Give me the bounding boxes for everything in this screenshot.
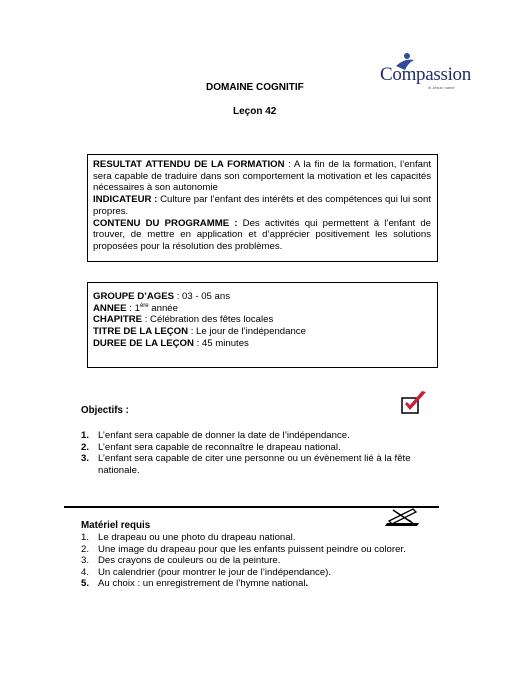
resultat-label: RESULTAT ATTENDU DE LA FORMATION [93, 159, 285, 170]
item-text: Au choix : un enregistrement de l’hymne national [98, 578, 306, 590]
item-number: 2. [81, 543, 90, 555]
item-number: 3. [81, 453, 90, 465]
list-item [81, 453, 441, 476]
objectifs-title: Objectifs : [81, 405, 129, 416]
lesson-info-box [87, 282, 438, 368]
item-number: 4. [81, 566, 90, 578]
duree-text: : 45 minutes [193, 337, 249, 349]
resultat-paragraph [93, 159, 431, 194]
chapitre-text: : Célébration des fêtes locales [142, 314, 274, 326]
formation-box [87, 154, 438, 262]
objectifs-list [81, 430, 441, 476]
contenu-label: CONTENU DU PROGRAMME : [93, 217, 238, 229]
resultat-text: : A la fin de la formation, l’enfant sera capable de traduire dans son comportement la motivation et les capacités nécessaires à son autonomie [93, 159, 431, 194]
item-number: 3. [81, 555, 90, 567]
groupe-label: GROUPE D’AGES [93, 291, 175, 302]
titre-text: : Le jour de l’indépendance [188, 326, 306, 338]
item-number: 1. [81, 532, 90, 543]
groupe-text: : 03 - 05 ans [174, 291, 231, 302]
list-item [81, 430, 441, 442]
duree-label: DUREE DE LA LEÇON [93, 337, 194, 349]
chapitre-line [93, 314, 431, 326]
list-item [81, 578, 441, 590]
chapitre-label: CHAPITRE [93, 314, 143, 326]
item-text: L’enfant sera capable de reconnaître le drapeau national. [98, 441, 341, 453]
annee-num: : 1 [126, 302, 140, 314]
groupe-line [93, 291, 431, 303]
checkbox-checked-icon [400, 390, 430, 416]
annee-label: ANNEE [93, 302, 127, 314]
item-text: L’enfant sera capable de donner la date de l’indépendance. [98, 430, 350, 441]
contenu-text: Des activités qui permettent à l’enfant de trouver, de mettre en application et d’apprécier positivement les solutions proposées pour la résolution des problèmes. [93, 217, 431, 252]
materiel-list [81, 532, 441, 590]
pencil-ruler-icon [383, 506, 423, 530]
list-item [81, 544, 441, 556]
item-end-mark: . [305, 578, 309, 590]
annee-sup: ère [139, 302, 149, 309]
indicateur-paragraph [93, 194, 431, 217]
item-number: 2. [81, 441, 90, 453]
contenu-paragraph [93, 218, 431, 253]
titre-label: TITRE DE LA LEÇON [93, 326, 189, 338]
annee-text: année [148, 302, 178, 314]
list-item [81, 567, 441, 579]
list-item [81, 555, 441, 567]
list-item [81, 442, 441, 454]
logo-tagline: in Jesus' name [428, 85, 455, 90]
compassion-logo [380, 52, 476, 92]
duree-line [93, 338, 431, 350]
list-item [81, 532, 441, 544]
domain-title: DOMAINE COGNITIF [206, 82, 304, 93]
item-number: 5. [81, 578, 90, 590]
item-text: Une image du drapeau pour que les enfants puissent peindre ou colorer. [98, 543, 406, 555]
titre-line [93, 326, 431, 338]
item-text: Le drapeau ou une photo du drapeau national. [98, 532, 296, 543]
indicateur-label: INDICATEUR : [93, 194, 158, 206]
materiel-title: Matériel requis [81, 520, 151, 531]
logo-wordmark: Compassion [380, 64, 471, 85]
item-text: L’enfant sera capable de citer une personne ou un évènement lié à la fête nationale. [98, 453, 411, 476]
item-text: Un calendrier (pour montrer le jour de l’indépendance). [98, 566, 332, 578]
indicateur-text: Culture par l’enfant des intérêts et des compétences qui lui sont propres. [93, 194, 432, 217]
item-text: Des crayons de couleurs ou de la peinture. [98, 555, 281, 567]
lesson-number: Leçon 42 [233, 106, 277, 117]
item-number: 1. [81, 430, 90, 441]
annee-line [93, 303, 431, 315]
